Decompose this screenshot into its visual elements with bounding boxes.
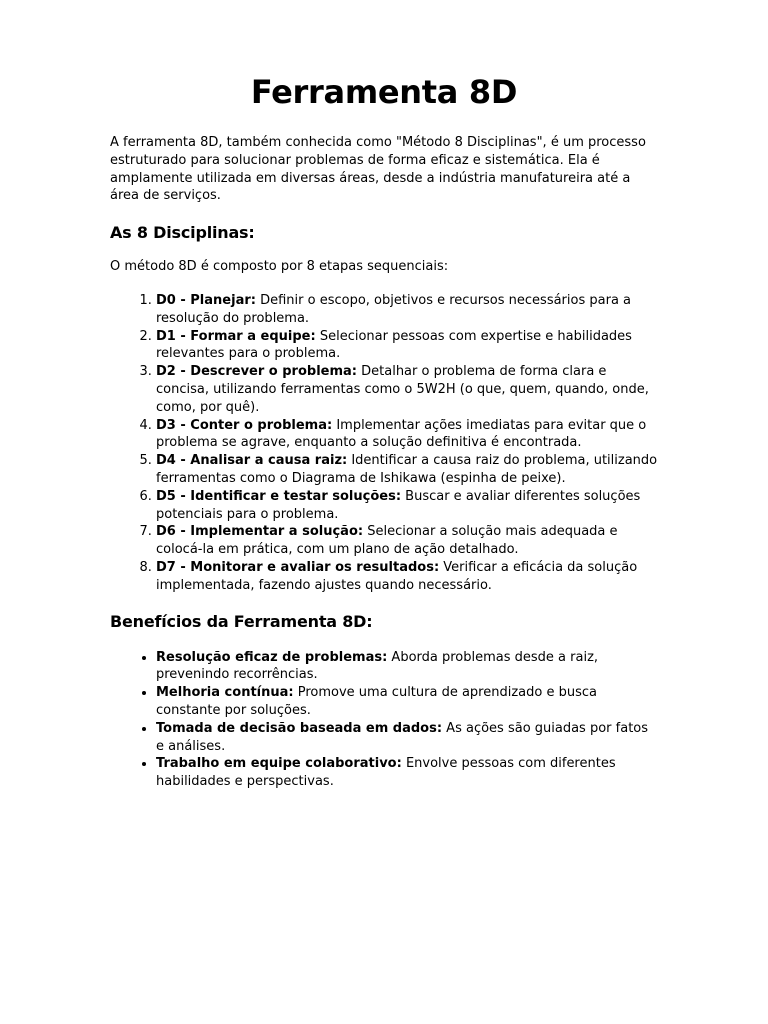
list-item-term: Resolução eficaz de problemas: bbox=[156, 649, 388, 665]
list-item-text: Selecionar pessoas com expertise e habilidades relevantes para o problema. bbox=[156, 328, 632, 362]
intro-paragraph: A ferramenta 8D, também conhecida como "Método 8 Disciplinas", é um processo estruturado para solucionar problemas de forma eficaz e sistemática. Ela é amplamente utilizada em diversas áreas, desde a indústria manufatureira até a área de serviços. bbox=[110, 135, 646, 204]
list-item bbox=[156, 488, 658, 524]
list-item-term: Tomada de decisão baseada em dados: bbox=[156, 720, 443, 736]
list-item-term: D2 - Descrever o problema: bbox=[156, 364, 357, 380]
list-item-text: Promove uma cultura de aprendizado e busca constante por soluções. bbox=[156, 685, 597, 718]
list-item-term: D5 - Identificar e testar soluções: bbox=[156, 488, 402, 504]
list-item-text: Identificar a causa raiz do problema, utilizando ferramentas como o Diagrama de Ishikawa (espinha de peixe). bbox=[156, 453, 658, 486]
list-item-text: Verificar a eficácia da solução implementada, fazendo ajustes quando necessário. bbox=[156, 559, 638, 593]
list-item-text: As ações são guiadas por fatos e análises. bbox=[156, 720, 649, 754]
list-item bbox=[156, 292, 658, 328]
list-item bbox=[156, 649, 658, 685]
list-item-text: Envolve pessoas com diferentes habilidades e perspectivas. bbox=[156, 756, 616, 790]
disciplines-list bbox=[110, 292, 658, 595]
list-item-text: Aborda problemas desde a raiz, prevenindo recorrências. bbox=[156, 649, 599, 683]
list-item-term: Melhoria contínua: bbox=[156, 685, 294, 701]
list-item bbox=[156, 328, 658, 364]
list-item-term: Trabalho em equipe colaborativo: bbox=[156, 756, 402, 772]
list-item bbox=[156, 720, 658, 756]
list-item-text: Implementar ações imediatas para evitar que o problema se agrave, enquanto a solução definitiva é encontrada. bbox=[156, 417, 647, 451]
list-item-term: D3 - Conter o problema: bbox=[156, 417, 333, 433]
benefits-heading: Benefícios da Ferramenta 8D: bbox=[110, 611, 373, 631]
list-item-term: D1 - Formar a equipe: bbox=[156, 328, 316, 344]
list-item bbox=[156, 559, 658, 595]
list-item bbox=[156, 363, 658, 416]
list-item bbox=[156, 523, 658, 559]
list-item bbox=[156, 417, 658, 453]
list-item-text: Definir o escopo, objetivos e recursos necessários para a resolução do problema. bbox=[156, 292, 632, 326]
list-item bbox=[156, 755, 658, 791]
benefits-list bbox=[110, 649, 658, 791]
disciplines-heading: As 8 Disciplinas: bbox=[110, 223, 255, 243]
disciplines-lead: O método 8D é composto por 8 etapas sequenciais: bbox=[110, 259, 449, 275]
list-item bbox=[156, 684, 658, 720]
document-title: Ferramenta 8D bbox=[250, 73, 518, 111]
list-item-term: D7 - Monitorar e avaliar os resultados: bbox=[156, 559, 440, 575]
list-item-term: D0 - Planejar: bbox=[156, 292, 256, 308]
list-item-text: Detalhar o problema de forma clara e concisa, utilizando ferramentas como o 5W2H (o que, quem, quando, onde, como, por quê). bbox=[156, 364, 649, 415]
list-item-term: D4 - Analisar a causa raiz: bbox=[156, 453, 348, 469]
list-item-text: Selecionar a solução mais adequada e colocá-la em prática, com um plano de ação detalhado. bbox=[156, 524, 618, 558]
list-item-term: D6 - Implementar a solução: bbox=[156, 524, 364, 540]
list-item-text: Buscar e avaliar diferentes soluções potenciais para o problema. bbox=[156, 488, 641, 522]
list-item bbox=[156, 452, 658, 488]
